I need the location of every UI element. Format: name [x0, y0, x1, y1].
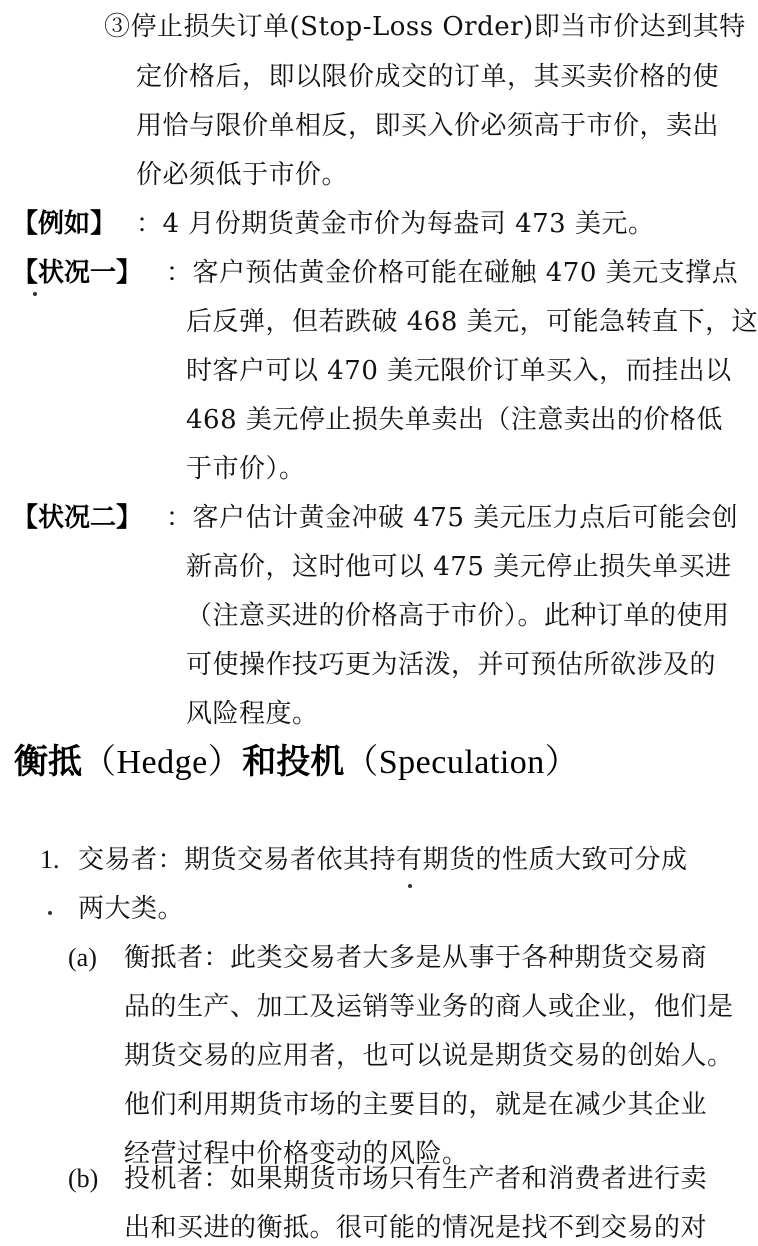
scan-speck: [33, 292, 37, 296]
item-b-line-2: 出和买进的衡抵。很可能的情况是找不到交易的对: [124, 1213, 708, 1243]
case2-line-3: （注意买进的价格高于市价）。此种订单的使用: [186, 601, 730, 631]
case1-line-5: 于市价）。: [186, 454, 306, 484]
item-a-line-3: 期货交易的应用者，也可以说是期货交易的创始人。: [124, 1041, 734, 1071]
case1-line-1: ：客户预估黄金价格可能在碰触 470 美元支撑点: [166, 258, 739, 288]
case1-line-4: 468 美元停止损失单卖出（注意卖出的价格低: [186, 405, 723, 435]
case2-line-5: 风险程度。: [186, 699, 319, 729]
item-a-number: (a): [68, 943, 97, 972]
case1-line-2: 后反弹，但若跌破 468 美元，可能急转直下，这: [186, 307, 758, 337]
item1-line-1: 交易者：期货交易者依其持有期货的性质大致可分成: [78, 845, 688, 875]
item1-number: 1.: [40, 845, 60, 874]
item3-line-4: 价必须低于市价。: [136, 160, 349, 190]
example-text: ：4 月份期货黄金市价为每盎司 473 美元。: [136, 209, 655, 239]
case2-line-2: 新高价，这时他可以 475 美元停止损失单买进: [186, 552, 732, 582]
item3-line-3: 用恰与限价单相反，即买入价必须高于市价，卖出: [136, 111, 720, 141]
scan-speck: [408, 884, 412, 888]
case2-tag: 【状况二】: [12, 503, 143, 533]
item3-line-2: 定价格后，即以限价成交的订单，其买卖价格的使: [136, 62, 720, 92]
item-a-line-5: 经营过程中价格变动的风险。: [124, 1139, 469, 1169]
item3-line-1: ③停止损失订单(Stop-Loss Order)即当市价达到其特: [104, 12, 746, 42]
item-a-line-1: 衡抵者：此类交易者大多是从事于各种期货交易商: [124, 943, 708, 973]
item-a-line-2: 品的生产、加工及运销等业务的商人或企业，他们是: [124, 992, 734, 1022]
item1-line-2: 两大类。: [78, 894, 185, 924]
case1-line-3: 时客户可以 470 美元限价订单买入，而挂出以: [186, 356, 732, 386]
item-b-line-1: 投机者：如果期货市场只有生产者和消费者进行卖: [124, 1164, 708, 1194]
case2-line-1: ：客户估计黄金冲破 475 美元压力点后可能会创: [166, 503, 739, 533]
heading-hedge-en: （Hedge）: [82, 744, 243, 781]
example-tag: 【例如】: [12, 209, 117, 239]
section-heading: [14, 738, 579, 787]
scan-speck: [48, 911, 52, 915]
case1-tag: 【状况一】: [12, 258, 143, 288]
heading-speculation-en: （Speculation）: [344, 744, 580, 781]
case2-line-4: 可使操作技巧更为活泼，并可预估所欲涉及的: [186, 650, 717, 680]
item-a-line-4: 他们利用期货市场的主要目的，就是在减少其企业: [124, 1090, 708, 1120]
heading-hedge-cn: 衡抵: [14, 742, 82, 782]
item-b-number: (b): [68, 1164, 99, 1193]
heading-speculation-cn: 和投机: [242, 742, 345, 782]
